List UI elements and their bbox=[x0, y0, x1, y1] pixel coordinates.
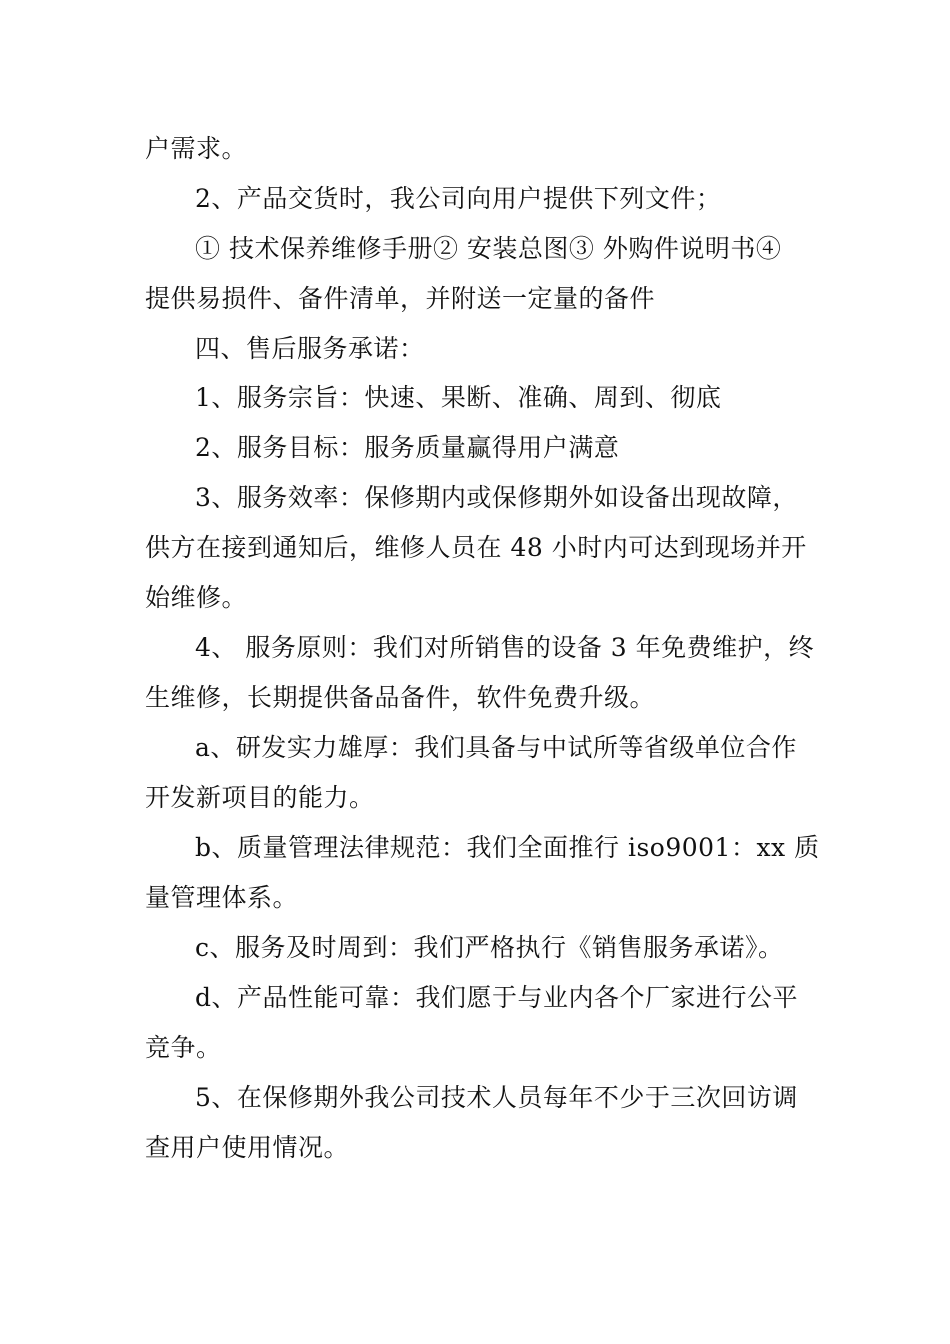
text-line: 3、服务效率：保修期内或保修期外如设备出现故障， bbox=[195, 483, 798, 512]
text-line: 生维修，长期提供备品备件，软件免费升级。 bbox=[145, 683, 656, 712]
text-line: a、研发实力雄厚：我们具备与中试所等省级单位合作 bbox=[195, 733, 797, 762]
text-line: 提供易损件、备件清单，并附送一定量的备件 bbox=[145, 284, 656, 313]
text-line: 4、 服务原则：我们对所销售的设备 3 年免费维护，终 bbox=[195, 633, 815, 662]
text-line: 1、服务宗旨：快速、果断、准确、周到、彻底 bbox=[195, 383, 722, 412]
text-line: 供方在接到通知后，维修人员在 48 小时内可达到现场并开 bbox=[145, 533, 807, 562]
text-line: c、服务及时周到：我们严格执行《销售服务承诺》。 bbox=[195, 933, 784, 962]
text-line: 开发新项目的能力。 bbox=[145, 783, 375, 812]
text-line: d、产品性能可靠：我们愿于与业内各个厂家进行公平 bbox=[195, 983, 799, 1012]
text-line: b、质量管理法律规范：我们全面推行 iso9001：xx 质 bbox=[195, 833, 820, 862]
section-heading: 四、售后服务承诺： bbox=[195, 334, 425, 363]
text-line: 5、在保修期外我公司技术人员每年不少于三次回访调 bbox=[195, 1083, 798, 1112]
text-line: 户需求。 bbox=[145, 134, 248, 163]
text-line: 始维修。 bbox=[145, 583, 248, 612]
text-line: 2、服务目标：服务质量赢得用户满意 bbox=[195, 433, 620, 462]
text-line: 量管理体系。 bbox=[145, 883, 299, 912]
text-line: 查用户使用情况。 bbox=[145, 1133, 350, 1162]
text-line: 竞争。 bbox=[145, 1033, 222, 1062]
text-line: ① 技术保养维修手册② 安装总图③ 外购件说明书④ bbox=[195, 234, 782, 263]
text-line: 2、产品交货时，我公司向用户提供下列文件； bbox=[195, 184, 722, 213]
